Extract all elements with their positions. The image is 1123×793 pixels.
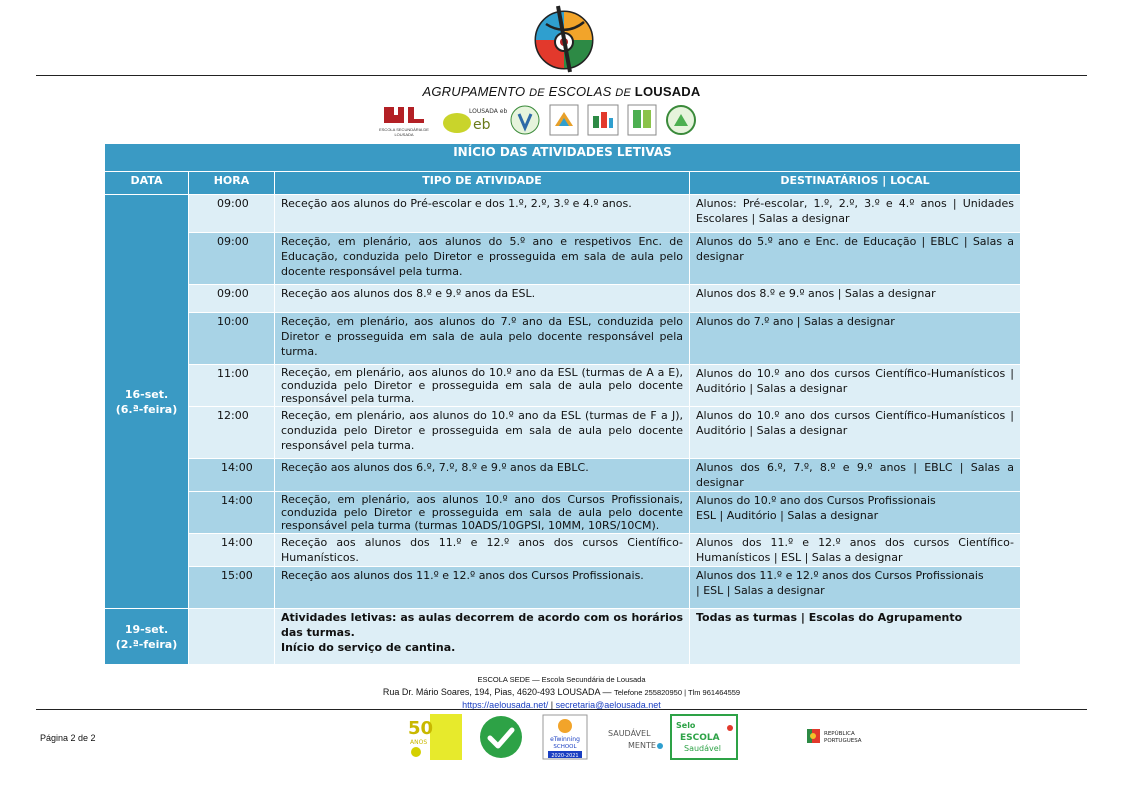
selo-escola-saudavel-badge bbox=[670, 714, 738, 760]
eb-lousada-logo bbox=[440, 103, 508, 137]
check-badge bbox=[478, 714, 524, 760]
svg-text:50: 50 bbox=[408, 718, 434, 739]
table-row: 14:00 Receção, em plenário, aos alunos 10.º ano dos Cursos Profissionais, conduzida pelo Diretor e prosseguida em sala de aula pelo docente responsável pela turma (turmas 10ADS/10GPSI, 10MM, 10RS/10CM). Alunos do 10.º ano dos Cursos Profissionais ESL | Auditório | Salas a designar bbox=[105, 492, 1021, 534]
svg-text:Selo: Selo bbox=[676, 721, 696, 730]
table-row: 16-set. (6.ª-feira) 09:00 Receção aos alunos do Pré-escolar e dos 1.º, 2.º, 3.º e 4.º anos. Alunos: Pré-escolar, 1.º, 2.º, 3.º e 4.º anos | Unidades Escolares | Salas a designar bbox=[105, 195, 1021, 233]
svg-text:eb: eb bbox=[473, 117, 491, 133]
table-row: 12:00 Receção, em plenário, aos alunos do 10.º ano da ESL (turmas de F a J), conduzida pelo Diretor e prosseguida em sala de aula pelo docente responsável pela turma. Alunos do 10.º ano dos cursos Científico-Humanísticos | Auditório | Salas a designar bbox=[105, 407, 1021, 459]
table-row: 19-set. (2.ª-feira) Atividades letivas: as aulas decorrem de acordo com os horários das turmas. Início do serviço de cantina. Todas as turmas | Escolas do Agrupamento bbox=[105, 609, 1021, 665]
svg-text:ANOS: ANOS bbox=[410, 739, 428, 746]
svg-text:PORTUGUESA: PORTUGUESA bbox=[824, 738, 862, 744]
eb-ordem-logo bbox=[626, 103, 658, 137]
col-header-tipo: TIPO DE ATIVIDADE bbox=[275, 172, 690, 195]
svg-text:REPÚBLICA: REPÚBLICA bbox=[824, 731, 855, 737]
date-cell-19-set: 19-set. (2.ª-feira) bbox=[105, 609, 189, 665]
col-header-destinatarios: DESTINATÁRIOS | LOCAL bbox=[690, 172, 1021, 195]
website-link[interactable]: https://aelousada.net/ bbox=[462, 700, 549, 710]
table-row: 11:00 Receção, em plenário, aos alunos do 10.º ano da ESL (turmas de A a E), conduzida pelo Diretor e prosseguida em sala de aula pelo docente responsável pela turma. Alunos do 10.º ano dos cursos Científico-Humanísticos | Auditório | Salas a designar bbox=[105, 365, 1021, 407]
eb-logo-7 bbox=[664, 103, 698, 137]
svg-text:2020-2021: 2020-2021 bbox=[551, 753, 579, 759]
svg-text:SAUDÁVEL: SAUDÁVEL bbox=[608, 729, 651, 738]
date-cell-16-set: 16-set. (6.ª-feira) bbox=[105, 195, 189, 609]
svg-text:SCHOOL: SCHOOL bbox=[553, 744, 577, 750]
table-row: 14:00 Receção aos alunos dos 11.º e 12.º anos dos cursos Científico-Humanísticos. Alunos dos 11.º e 12.º anos dos cursos Científico-Humanísticos | ESL | Salas a designar bbox=[105, 534, 1021, 567]
col-header-data: DATA bbox=[105, 172, 189, 195]
school-logos-strip bbox=[374, 101, 698, 137]
table-row: 09:00 Receção aos alunos dos 8.º e 9.º anos da ESL. Alunos dos 8.º e 9.º anos | Salas a designar bbox=[105, 285, 1021, 313]
eb-logo-4 bbox=[548, 103, 580, 137]
svg-text:Saudável: Saudável bbox=[684, 744, 721, 753]
page-number: Página 2 de 2 bbox=[40, 733, 96, 743]
republica-portuguesa-logo bbox=[806, 726, 870, 746]
esl-logo: ESCOLA SECUNDÁRIA DE LOUSADA bbox=[374, 103, 434, 137]
table-title: INÍCIO DAS ATIVIDADES LETIVAS bbox=[105, 144, 1021, 172]
eb-castelos-logo bbox=[586, 103, 620, 137]
schedule-table bbox=[104, 143, 1021, 665]
email-link[interactable]: secretaria@aelousada.net bbox=[555, 700, 661, 710]
svg-text:MENTE: MENTE bbox=[628, 741, 656, 750]
saudavel-mente-badge bbox=[606, 722, 668, 756]
svg-text:ESCOLA: ESCOLA bbox=[680, 733, 720, 743]
table-row: 14:00 Receção aos alunos dos 6.º, 7.º, 8.º e 9.º anos da EBLC. Alunos dos 6.º, 7.º, 8.º e 9.º anos | EBLC | Salas a designar bbox=[105, 459, 1021, 492]
table-row: 10:00 Receção, em plenário, aos alunos do 7.º ano da ESL, conduzida pelo Diretor e prosseguida em sala de aula pelo docente responsável pela turma. Alunos do 7.º ano | Salas a designar bbox=[105, 313, 1021, 365]
etwinning-school-badge bbox=[542, 714, 588, 760]
footer-address: ESCOLA SEDE — Escola Secundária de Lousada Rua Dr. Mário Soares, 194, Pias, 4620-493 LOUSADA — Telefone 255820950 | Tlm 961464559 https://aelousada.net/ | secretaria@aelousada.net bbox=[382, 675, 741, 710]
organization-name: AGRUPAMENTO DE ESCOLAS DE LOUSADA bbox=[422, 84, 701, 99]
agrupamento-emblem-logo bbox=[528, 2, 600, 72]
eb-logo-3 bbox=[508, 103, 542, 137]
header-divider bbox=[36, 75, 1087, 76]
50-anos-badge bbox=[406, 714, 462, 760]
footer-divider bbox=[36, 709, 1087, 710]
svg-text:LOUSADA eb: LOUSADA eb bbox=[469, 108, 508, 115]
table-row: 15:00 Receção aos alunos dos 11.º e 12.º anos dos Cursos Profissionais. Alunos dos 11.º e 12.º anos dos Cursos Profissionais | ESL | Salas a designar bbox=[105, 567, 1021, 609]
table-row: 09:00 Receção, em plenário, aos alunos do 5.º ano e respetivos Enc. de Educação, conduzida pelo Diretor e prosseguida em sala de aula pelo docente responsável pela turma. Alunos do 5.º ano e Enc. de Educação | EBLC | Salas a designar bbox=[105, 233, 1021, 285]
svg-text:eTwinning: eTwinning bbox=[550, 736, 580, 743]
col-header-hora: HORA bbox=[189, 172, 275, 195]
